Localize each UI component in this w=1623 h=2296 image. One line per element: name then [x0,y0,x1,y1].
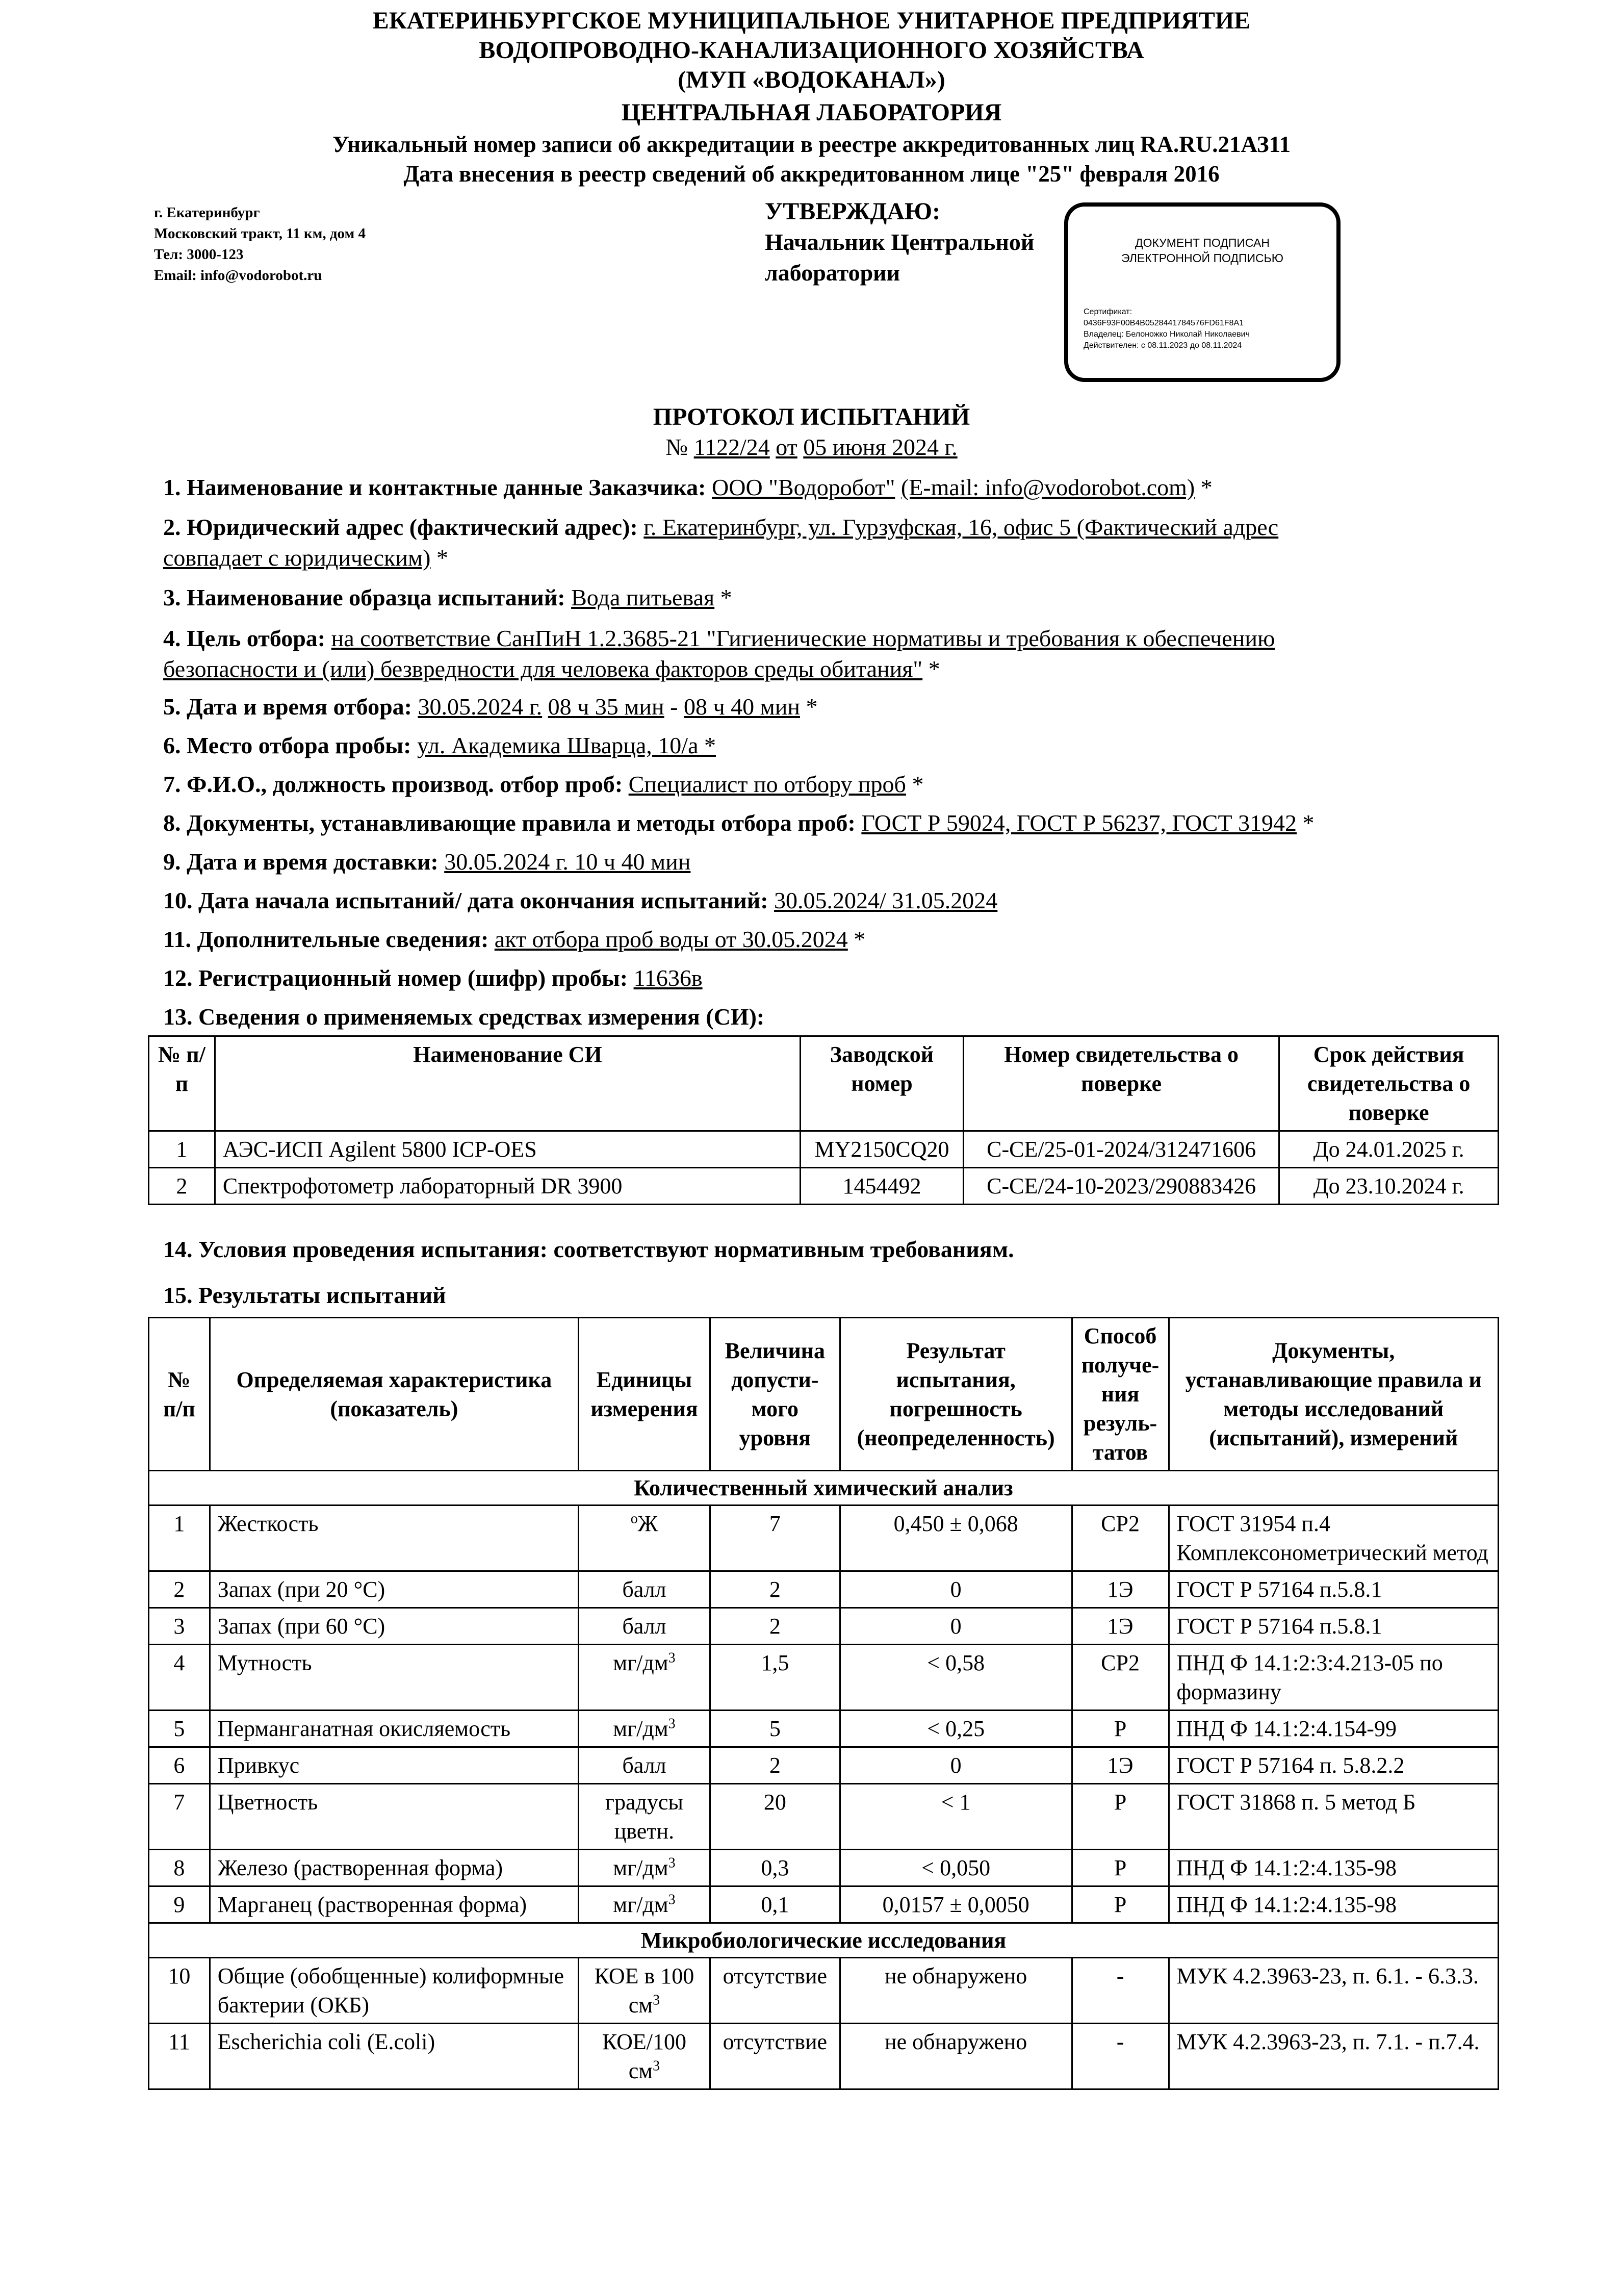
result-cell-method: Р [1072,1850,1169,1886]
lab-name: ЦЕНТРАЛЬНАЯ ЛАБОРАТОРИЯ [621,99,1002,126]
field-test-dates [163,885,1469,916]
result-cell-name: Запах (при 20 °С) [210,1571,578,1608]
result-cell-result: < 0,25 [840,1711,1072,1747]
result-cell-n: 1 [149,1506,210,1571]
field-customer-email: (E-mail: info@vodorobot.com) [900,474,1195,500]
result-cell-name: Запах (при 60 °С) [210,1608,578,1645]
result-cell-doc: ГОСТ 31954 п.4 Комплексонометрический метод [1169,1506,1498,1571]
result-cell-limit: 7 [710,1506,840,1571]
unit-text: балл [622,1614,666,1639]
result-cell-method: - [1072,2024,1169,2089]
results-header-docs: Документы, устанавливающие правила и методы исследований (испытаний), измерений [1169,1318,1498,1471]
field-customer-value: ООО "Водоробот" [712,474,895,500]
result-cell-result: 0,0157 ± 0,0050 [840,1886,1072,1923]
result-cell-doc: ГОСТ Р 57164 п.5.8.1 [1169,1608,1498,1645]
result-cell-method: Р [1072,1711,1169,1747]
field-legal-address-value1: г. Екатеринбург, ул. Гурзуфская, 16, офис 5 (Фактический адрес [643,514,1279,540]
address-city: г. Екатеринбург [154,205,260,221]
field-purpose [163,623,1469,684]
result-cell-name: Перманганатная окисляемость [210,1711,578,1747]
result-cell-limit: 1,5 [710,1645,840,1711]
result-cell-limit: 20 [710,1784,840,1850]
protocol-date: 05 июня 2024 г. [803,434,958,460]
address-phone: Тел: 3000-123 [154,246,244,263]
field-additional-info-label: 11. Дополнительные сведения: [163,926,489,952]
result-cell-limit: отсутствие [710,2024,840,2089]
result-cell-unit [578,1506,710,1571]
unit-superscript: 3 [668,1716,676,1732]
result-cell-method: Р [1072,1886,1169,1923]
result-cell-doc: МУК 4.2.3963-23, п. 6.1. - 6.3.3. [1169,1958,1498,2024]
results-header-characteristic: Определяемая характеристика (показатель) [210,1318,578,1471]
section-chemical-label: Количественный химический анализ [149,1471,1499,1506]
field-sampler-mark: * [912,771,924,797]
result-cell-limit: 0,3 [710,1850,840,1886]
field-sample-name [163,582,1469,613]
protocol-from-word: от [776,434,797,460]
result-cell-n: 8 [149,1850,210,1886]
field-customer-mark: * [1200,474,1213,500]
result-cell-unit [578,1784,710,1850]
field-legal-address [163,512,1469,573]
si-cell: 1 [149,1131,215,1168]
field-sampling-docs [163,808,1469,838]
si-cell: Спектрофотометр лабораторный DR 3900 [215,1168,800,1205]
result-cell-result: не обнаружено [840,2024,1072,2089]
field-sampling-time-dash: - [670,694,678,720]
field-purpose-label: 4. Цель отбора: [163,625,326,651]
table-row [149,1747,1499,1784]
result-cell-unit [578,2024,710,2089]
result-cell-name: Цветность [210,1784,578,1850]
result-cell-name: Мутность [210,1645,578,1711]
result-cell-limit: 2 [710,1608,840,1645]
unit-text: КОЕ/100 см [602,2029,686,2083]
table-row [149,1886,1499,1923]
results-header-result: Результат испытания, погрешность (неопределенность) [840,1318,1072,1471]
result-cell-unit [578,1850,710,1886]
field-additional-info-mark: * [854,926,866,952]
field-customer [163,472,1469,503]
result-cell-name: Жесткость [210,1506,578,1571]
result-cell-unit [578,1958,710,2024]
field-sampling-datetime [163,692,1469,722]
si-header-cert: Номер свидетельства о поверке [963,1036,1279,1131]
section-13-label: 13. Сведения о применяемых средствах измерения (СИ): [163,1004,765,1030]
org-name-line2: ВОДОПРОВОДНО-КАНАЛИЗАЦИОННОГО ХОЗЯЙСТВА [479,37,1144,64]
result-cell-n: 7 [149,1784,210,1850]
stamp-line1: ДОКУМЕНТ ПОДПИСАН [1135,236,1270,249]
field-sampling-place-value: ул. Академика Шварца, 10/а * [417,732,716,758]
result-cell-n: 6 [149,1747,210,1784]
field-purpose-value1: на соответствие СанПиН 1.2.3685-21 "Гигиенические нормативы и требования к обеспечению [331,625,1275,651]
result-cell-n: 11 [149,2024,210,2089]
result-cell-method: 1Э [1072,1571,1169,1608]
si-table-header [149,1036,1499,1131]
result-cell-result: не обнаружено [840,1958,1072,2024]
accreditation-number: Уникальный номер записи об аккредитации в реестре аккредитованных лиц RA.RU.21АЗ11 [332,132,1291,157]
unit-text: балл [622,1577,666,1602]
field-purpose-value2: безопасности и (или) безвредности для человека факторов среды обитания" [163,656,923,682]
result-cell-result: < 0,58 [840,1645,1072,1711]
field-sampling-datetime-mark: * [806,694,818,720]
table-row [149,1711,1499,1747]
result-cell-doc: ГОСТ 31868 п. 5 метод Б [1169,1784,1498,1850]
result-cell-n: 4 [149,1645,210,1711]
section-15-label: 15. Результаты испытаний [163,1282,446,1308]
field-purpose-mark: * [928,656,940,682]
result-cell-result: 0 [840,1608,1072,1645]
org-name-line3: (МУП «ВОДОКАНАЛ») [678,66,945,93]
result-cell-method: Р [1072,1784,1169,1850]
unit-superscript: 3 [653,2058,660,2074]
section-micro-label: Микробиологические исследования [149,1923,1499,1958]
section-row-micro [149,1923,1499,1958]
table-row [149,1645,1499,1711]
electronic-signature-stamp [1064,202,1341,382]
stamp-owner: Владелец: Белоножко Николай Николаевич [1084,330,1250,339]
si-cell: До 23.10.2024 г. [1279,1168,1499,1205]
field-sampling-docs-value: ГОСТ Р 59024, ГОСТ Р 56237, ГОСТ 31942 [861,810,1297,836]
table-row [149,1168,1499,1205]
si-header-validity: Срок действия свидетельства о поверке [1279,1036,1499,1131]
table-row [149,2024,1499,2089]
result-cell-doc: ГОСТ Р 57164 п.5.8.1 [1169,1571,1498,1608]
results-table-header [149,1318,1499,1471]
unit-superscript: 3 [668,1650,676,1666]
table-row [149,1784,1499,1850]
section-row-chemical [149,1471,1499,1506]
approval-position-line2: лаборатории [765,260,900,286]
field-customer-label: 1. Наименование и контактные данные Заказчика: [163,474,706,500]
field-sampling-place-label: 6. Место отбора пробы: [163,732,411,758]
unit-text: мг/дм [613,1855,668,1880]
si-cell: До 24.01.2025 г. [1279,1131,1499,1168]
result-cell-method: СР2 [1072,1506,1169,1571]
field-sampling-time-end: 08 ч 40 мин [683,694,800,720]
unit-text: Ж [637,1511,658,1536]
section-14-conditions: 14. Условия проведения испытания: соответствуют нормативным требованиям. [163,1236,1014,1262]
protocol-title: ПРОТОКОЛ ИСПЫТАНИЙ [653,403,970,430]
stamp-valid: Действителен: с 08.11.2023 до 08.11.2024 [1084,341,1242,350]
stamp-line2: ЭЛЕКТРОННОЙ ПОДПИСЬЮ [1121,251,1283,265]
results-header-limit: Величина допусти-мого уровня [710,1318,840,1471]
field-registration-number [163,963,1469,993]
table-row [149,1571,1499,1608]
field-sampling-docs-mark: * [1302,810,1315,836]
org-address [154,202,366,286]
result-cell-name: Марганец (растворенная форма) [210,1886,578,1923]
field-sampling-date: 30.05.2024 г. [418,694,543,720]
result-cell-doc: МУК 4.2.3963-23, п. 7.1. - п.7.4. [1169,2024,1498,2089]
field-delivery-label: 9. Дата и время доставки: [163,849,439,875]
result-cell-n: 5 [149,1711,210,1747]
unit-text: мг/дм [613,1892,668,1917]
field-sampler [163,769,1469,800]
si-table [148,1035,1499,1205]
table-row [149,1131,1499,1168]
field-sample-name-value: Вода питьевая [571,584,715,610]
field-sampling-time-start: 08 ч 35 мин [548,694,664,720]
field-test-dates-value: 30.05.2024/ 31.05.2024 [774,887,998,913]
si-cell: MY2150CQ20 [801,1131,964,1168]
si-header-serial: Заводской номер [801,1036,964,1131]
result-cell-result: 0 [840,1747,1072,1784]
result-cell-unit [578,1886,710,1923]
field-sampler-label: 7. Ф.И.О., должность производ. отбор проб: [163,771,623,797]
field-sampler-value: Специалист по отбору проб [628,771,906,797]
field-test-dates-label: 10. Дата начала испытаний/ дата окончания испытаний: [163,887,768,913]
result-cell-name: Escherichia coli (E.coli) [210,2024,578,2089]
result-cell-limit: 5 [710,1711,840,1747]
result-cell-method: 1Э [1072,1608,1169,1645]
result-cell-result: 0,450 ± 0,068 [840,1506,1072,1571]
result-cell-n: 10 [149,1958,210,2024]
org-name-line1: ЕКАТЕРИНБУРГСКОЕ МУНИЦИПАЛЬНОЕ УНИТАРНОЕ ПРЕДПРИЯТИЕ [372,7,1251,34]
field-additional-info [163,924,1469,955]
unit-text: мг/дм [613,1650,668,1675]
field-legal-address-mark: * [436,545,448,571]
micro-rows [149,1958,1499,2089]
address-street: Московский тракт, 11 км, дом 4 [154,225,366,242]
protocol-number-prefix: № [665,434,688,460]
unit-text: мг/дм [613,1716,668,1741]
unit-text: балл [622,1753,666,1778]
result-cell-doc: ПНД Ф 14.1:2:3:4.213-05 по формазину [1169,1645,1498,1711]
field-registration-number-value: 11636в [633,965,703,991]
approval-block [765,196,1034,288]
si-cell: АЭС-ИСП Agilent 5800 ICP-OES [215,1131,800,1168]
field-legal-address-label: 2. Юридический адрес (фактический адрес): [163,514,638,540]
result-cell-unit [578,1571,710,1608]
field-delivery [163,847,1469,877]
result-cell-n: 9 [149,1886,210,1923]
result-cell-method: 1Э [1072,1747,1169,1784]
si-header-num: № п/п [149,1036,215,1131]
result-cell-unit [578,1608,710,1645]
approval-label: УТВЕРЖДАЮ: [765,198,941,225]
result-cell-limit: 0,1 [710,1886,840,1923]
unit-superscript: 3 [653,1992,660,2008]
result-cell-n: 3 [149,1608,210,1645]
protocol-number: 1122/24 [693,434,770,460]
table-row [149,1506,1499,1571]
results-header-num: № п/п [149,1318,210,1471]
unit-superscript: 3 [668,1855,676,1871]
si-cell: C-CE/24-10-2023/290883426 [963,1168,1279,1205]
result-cell-unit [578,1747,710,1784]
unit-text: градусы цветн. [605,1790,683,1844]
field-sample-name-label: 3. Наименование образца испытаний: [163,584,565,610]
accreditation-date: Дата внесения в реестр сведений об аккредитованном лице "25" февраля 2016 [403,161,1220,187]
result-cell-n: 2 [149,1571,210,1608]
si-cell: C-CE/25-01-2024/312471606 [963,1131,1279,1168]
approval-position-line1: Начальник Центральной [765,229,1035,255]
field-additional-info-value: акт отбора проб воды от 30.05.2024 [494,926,848,952]
result-cell-name: Железо (растворенная форма) [210,1850,578,1886]
results-table [148,1317,1499,2090]
result-cell-result: 0 [840,1571,1072,1608]
unit-superscript: 3 [668,1892,676,1908]
table-row [149,1850,1499,1886]
field-sample-name-mark: * [720,584,732,610]
protocol-number-line [0,433,1623,461]
result-cell-limit: 2 [710,1571,840,1608]
result-cell-doc: ПНД Ф 14.1:2:4.154-99 [1169,1711,1498,1747]
result-cell-result: < 1 [840,1784,1072,1850]
result-cell-doc: ПНД Ф 14.1:2:4.135-98 [1169,1886,1498,1923]
si-header-name: Наименование СИ [215,1036,800,1131]
result-cell-doc: ГОСТ Р 57164 п. 5.8.2.2 [1169,1747,1498,1784]
result-cell-limit: 2 [710,1747,840,1784]
result-cell-unit [578,1645,710,1711]
unit-degree-mark: o [630,1511,638,1527]
unit-text: КОЕ в 100 см [594,1963,694,2018]
result-cell-name: Привкус [210,1747,578,1784]
table-row [149,1958,1499,2024]
result-cell-unit [578,1711,710,1747]
stamp-cert-number: 0436F93F00B4B0528441784576FD61F8A1 [1084,319,1244,327]
result-cell-limit: отсутствие [710,1958,840,2024]
si-cell: 1454492 [801,1168,964,1205]
table-row [149,1608,1499,1645]
result-cell-doc: ПНД Ф 14.1:2:4.135-98 [1169,1850,1498,1886]
field-registration-number-label: 12. Регистрационный номер (шифр) пробы: [163,965,628,991]
results-header-method: Способ получе-ния резуль-татов [1072,1318,1169,1471]
field-sampling-datetime-label: 5. Дата и время отбора: [163,694,412,720]
field-sampling-docs-label: 8. Документы, устанавливающие правила и методы отбора проб: [163,810,856,836]
address-email: Email: info@vodorobot.ru [154,267,322,284]
chemical-rows [149,1506,1499,1923]
result-cell-name: Общие (обобщенные) колиформные бактерии (ОКБ) [210,1958,578,2024]
results-header-unit: Единицы измерения [578,1318,710,1471]
field-legal-address-value2: совпадает с юридическим) [163,545,431,571]
result-cell-method: СР2 [1072,1645,1169,1711]
field-delivery-value: 30.05.2024 г. 10 ч 40 мин [444,849,691,875]
si-cell: 2 [149,1168,215,1205]
field-sampling-place [163,730,1469,761]
stamp-cert-label: Сертификат: [1084,308,1132,316]
result-cell-method: - [1072,1958,1169,2024]
result-cell-result: < 0,050 [840,1850,1072,1886]
